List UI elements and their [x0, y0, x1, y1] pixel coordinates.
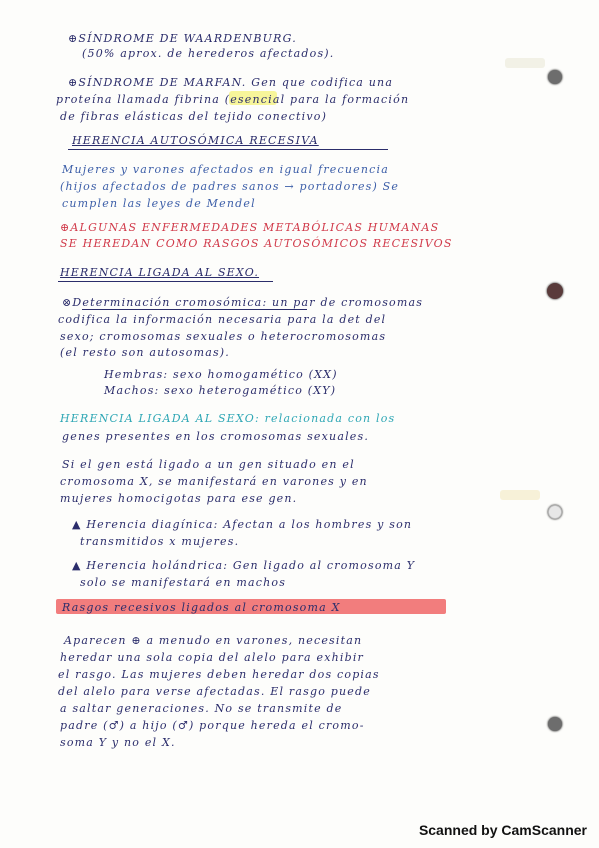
- handwritten-line: ⊕SÍNDROME DE WAARDENBURG.: [68, 32, 297, 45]
- handwritten-line: HERENCIA LIGADA AL SEXO.: [60, 266, 260, 279]
- handwritten-line: genes presentes en los cromosomas sexuales.: [62, 430, 370, 443]
- binder-hole-lower: [548, 505, 562, 519]
- handwritten-line: SE HEREDAN COMO RASGOS AUTOSÓMICOS RECESIVOS: [60, 237, 453, 250]
- handwritten-line: ▲ Herencia holándrica: Gen ligado al cromosoma Y: [72, 559, 416, 572]
- handwritten-line: proteína llamada fibrina (esencial para la formación: [56, 93, 410, 106]
- handwritten-line: del alelo para verse afectadas. El rasgo puede: [58, 685, 371, 698]
- handwritten-line: HERENCIA AUTOSÓMICA RECESIVA: [72, 134, 319, 147]
- handwritten-line: mujeres homocigotas para ese gen.: [60, 492, 298, 505]
- handwritten-line: ⊗Determinación cromosómica: un par de cromosomas: [62, 296, 424, 309]
- underline-autosomica-recesiva: [68, 149, 388, 150]
- handwritten-line: ▲ Herencia diagínica: Afectan a los hombres y son: [72, 518, 413, 531]
- handwritten-line: Machos: sexo heterogamético (XY): [104, 384, 337, 397]
- handwritten-line: cumplen las leyes de Mendel: [62, 197, 256, 210]
- stain: [505, 58, 545, 68]
- handwritten-line: el rasgo. Las mujeres deben heredar dos copias: [58, 668, 380, 681]
- handwritten-line: Si el gen está ligado a un gen situado en el: [62, 458, 355, 471]
- binder-hole-middle: [547, 283, 563, 299]
- handwritten-line: padre (♂) a hijo (♂) porque hereda el cromo-: [60, 719, 365, 732]
- handwritten-line: Aparecen ⊕ a menudo en varones, necesitan: [64, 634, 363, 647]
- handwritten-line: heredar una sola copia del alelo para exhibir: [60, 651, 365, 664]
- handwritten-line: de fibras elásticas del tejido conectivo): [60, 110, 328, 123]
- underline-ligada-sexo: [58, 281, 273, 282]
- scanner-watermark: Scanned by CamScanner: [418, 822, 587, 838]
- handwritten-line: (el resto son autosomas).: [60, 346, 230, 359]
- handwritten-line: (hijos afectados de padres sanos → portadores) Se: [60, 180, 400, 193]
- binder-hole-top: [548, 70, 562, 84]
- handwritten-line: soma Y y no el X.: [60, 736, 176, 749]
- stain: [500, 490, 540, 500]
- handwritten-line: HERENCIA LIGADA AL SEXO: relacionada con los: [60, 412, 396, 425]
- handwritten-line: a saltar generaciones. No se transmite de: [60, 702, 343, 715]
- handwritten-line: codifica la información necesaria para la det del: [58, 313, 387, 326]
- handwritten-line: ⊕SÍNDROME DE MARFAN. Gen que codifica una: [68, 76, 394, 89]
- handwritten-line: (50% aprox. de herederos afectados).: [82, 47, 335, 60]
- handwritten-line: sexo; cromosomas sexuales o heterocromosomas: [60, 330, 387, 343]
- handwritten-line: cromosoma X, se manifestará en varones y en: [60, 475, 368, 488]
- handwritten-line: Hembras: sexo homogamético (XX): [104, 368, 338, 381]
- handwritten-line: Rasgos recesivos ligados al cromosoma X: [62, 601, 341, 614]
- handwritten-line: ⊕ALGUNAS ENFERMEDADES METABÓLICAS HUMANAS: [60, 221, 440, 234]
- handwritten-line: solo se manifestará en machos: [80, 576, 287, 589]
- binder-hole-bottom: [548, 717, 562, 731]
- underline-determinacion: [82, 309, 307, 310]
- handwritten-line: transmitidos x mujeres.: [80, 535, 240, 548]
- handwritten-line: Mujeres y varones afectados en igual frecuencia: [62, 163, 389, 176]
